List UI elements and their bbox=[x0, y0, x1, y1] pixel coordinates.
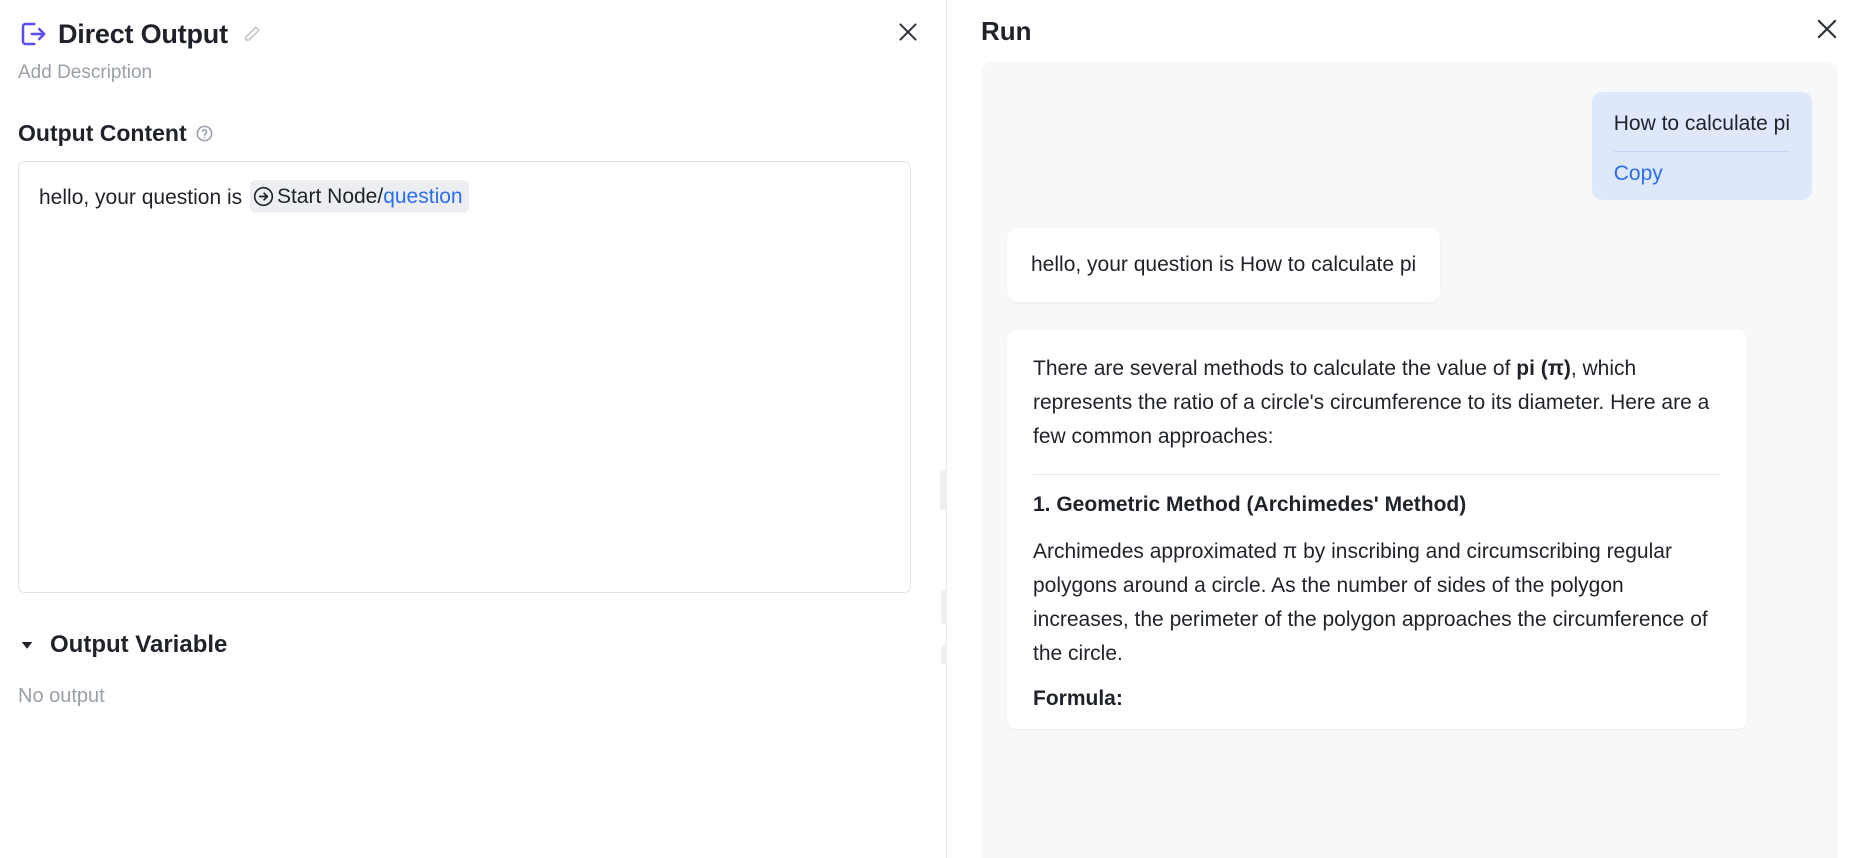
bot-echo-bubble bbox=[1007, 228, 1440, 302]
question-circle-icon[interactable] bbox=[195, 124, 214, 143]
chat-message-user bbox=[1007, 92, 1812, 200]
chat-transcript[interactable] bbox=[981, 62, 1838, 858]
output-content-editor[interactable] bbox=[18, 161, 911, 593]
caret-down-icon bbox=[18, 636, 36, 654]
copy-button[interactable]: Copy bbox=[1613, 162, 1663, 186]
output-variable-toggle[interactable] bbox=[18, 631, 924, 659]
close-panel-button[interactable] bbox=[894, 18, 922, 46]
bot-echo-text: hello, your question is How to calculate pi bbox=[1031, 253, 1417, 277]
bubble-divider bbox=[1614, 151, 1790, 152]
variable-chip-field: question bbox=[383, 185, 463, 208]
add-description-field[interactable]: Add Description bbox=[18, 62, 153, 83]
output-variable-label: Output Variable bbox=[50, 631, 228, 658]
answer-heading: 1. Geometric Method (Archimedes' Method) bbox=[1033, 493, 1467, 517]
variable-chip[interactable] bbox=[250, 180, 469, 213]
user-message-text: How to calculate pi bbox=[1613, 112, 1790, 135]
answer-divider bbox=[1033, 474, 1721, 475]
output-variable-empty-state: No output bbox=[18, 685, 105, 707]
direct-output-icon bbox=[18, 19, 48, 49]
output-content-label: Output Content bbox=[18, 120, 187, 146]
variable-chip-separator: / bbox=[377, 185, 384, 208]
run-panel-title: Run bbox=[981, 15, 1032, 46]
user-message-bubble bbox=[1592, 92, 1812, 200]
close-run-panel-button[interactable] bbox=[1812, 14, 1842, 44]
chat-message-bot-echo bbox=[1007, 228, 1812, 302]
run-panel bbox=[947, 0, 1864, 858]
answer-formula-label: Formula: bbox=[1033, 687, 1123, 711]
run-panel-header bbox=[947, 0, 1864, 62]
answer-intro-before: There are several methods to calculate the value of bbox=[1033, 357, 1517, 381]
answer-intro-after: , which represents the ratio of a circle's circumference to its diameter. Here are a few common approaches: bbox=[1033, 357, 1710, 449]
arrow-right-circle-icon bbox=[252, 185, 276, 209]
node-header bbox=[18, 16, 924, 52]
output-content-section-header bbox=[18, 120, 924, 147]
answer-intro-bold: pi (π) bbox=[1516, 357, 1571, 381]
variable-chip-node: Start Node bbox=[276, 185, 378, 208]
pencil-icon[interactable] bbox=[242, 24, 262, 44]
output-content-text: hello, your question is bbox=[39, 186, 248, 210]
chat-message-bot-answer bbox=[1007, 330, 1812, 729]
answer-intro bbox=[1033, 352, 1721, 454]
bot-answer-bubble bbox=[1007, 330, 1747, 729]
page-title: Direct Output bbox=[58, 18, 228, 49]
answer-paragraph: Archimedes approximated π by inscribing and circumscribing regular polygons around a circle. As the number of sides of the polygon increases, the perimeter of the polygon approaches the circumference of the circle. bbox=[1033, 540, 1708, 666]
